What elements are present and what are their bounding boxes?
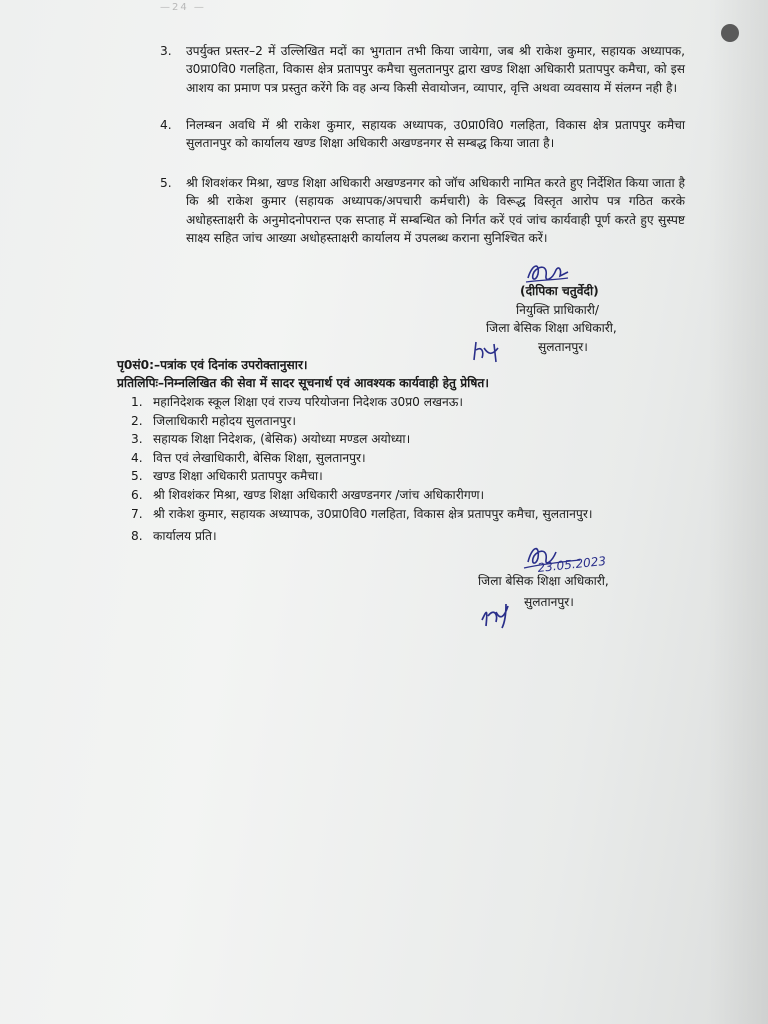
page-edge-shadow <box>708 0 768 1024</box>
paragraph-3 <box>160 42 685 97</box>
signatory-place: सुलतानपुर। <box>538 339 588 354</box>
handwritten-mark-2 <box>476 598 516 632</box>
handwritten-mark <box>468 338 504 366</box>
reference-line: पृ0सं0:–पत्रांक एवं दिनांक उपरोक्तानुसार। <box>117 358 308 372</box>
copy-recipient-list <box>117 393 697 546</box>
signatory-office: जिला बेसिक शिक्षा अधिकारी, <box>486 321 617 335</box>
paragraph-text: निलम्बन अवधि में श्री राकेश कुमार, सहायक अध्यापक, उ0प्रा0वि0 गलहिता, विकास क्षेत्र प्रतापपुर कमैचा सुलतानपुर को कार्यालय खण्ड शिक्षा अधिकारी अखण्डनगर से सम्बद्ध किया जाता है। <box>186 118 685 151</box>
signatory-designation: नियुक्ति प्राधिकारी/ <box>516 302 600 317</box>
paragraph-text: श्री शिवशंकर मिश्रा, खण्ड शिक्षा अधिकारी अखण्डनगर को जॉच अधिकारी नामित करते हुए निर्देशित किया जाता है कि श्री राकेश कुमार (सहायक अध्यापक/अपचारी कर्मचारी) के विरूद्ध विस्तृत आरोप पत्र गठित करके अधोहस्ताक्षरी के अनुमोदनोपरान्त एक सप्ताह में सम्बन्धित को निर्गत करें एवं जांच कार्यवाही पूर्ण करते हुए सुस्पष्ट साक्ष्य सहित जांच आख्या अधोहस्ताक्षरी कार्यालय में उपलब्ध कराना सुनिश्चित करें। <box>186 176 685 246</box>
list-item: 7. श्री राकेश कुमार, सहायक अध्यापक, उ0प्रा0वि0 गलहिता, विकास क्षेत्र प्रतापपुर कमैचा, सुलतानपुर। <box>131 506 593 521</box>
paragraph-text: उपर्युक्त प्रस्तर–2 में उल्लिखित मदों का भुगतान तभी किया जायेगा, जब श्री राकेश कुमार, सहायक अध्यापक, उ0प्रा0वि0 गलहिता, विकास क्षेत्र प्रतापपुर कमैचा सुलतानपुर द्वारा खण्ड शिक्षा अधिकारी प्रतापपुर कमैचा, को इस आशय का प्रमाण पत्र प्रस्तुत करेंगे कि वह अन्य किसी सेवायोजन, व्यापार, वृत्ति अथवा व्यवसाय में संलग्न नही है। <box>186 44 685 95</box>
signatory-block <box>486 282 617 356</box>
list-item: 8. कार्यालय प्रति। <box>131 529 217 544</box>
copy-heading: प्रतिलिपिः–निम्नलिखित की सेवा में सादर सूचनार्थ एवं आवश्यक कार्यवाही हेतु प्रेषित। <box>117 376 489 390</box>
list-item: 1. महानिदेशक स्कूल शिक्षा एवं राज्य परियोजना निदेशक उ0प्र0 लखनऊ। <box>131 395 463 409</box>
list-item: 4. वित्त एवं लेखाधिकारी, बेसिक शिक्षा, सुलतानपुर। <box>131 450 366 465</box>
paragraph-number: 4. <box>160 118 172 132</box>
faint-header-text: —24 — <box>160 2 206 13</box>
paragraph-4 <box>160 116 685 153</box>
punch-hole <box>721 24 739 42</box>
paragraph-5 <box>160 174 685 248</box>
list-item: 6. श्री शिवशंकर मिश्रा, खण्ड शिक्षा अधिकारी अखण्डनगर /जांच अधिकारीगण। <box>131 487 485 502</box>
list-item: 3. सहायक शिक्षा निदेशक, (बेसिक) अयोध्या मण्डल अयोध्या। <box>131 432 411 447</box>
list-item: 5. खण्ड शिक्षा अधिकारी प्रतापपुर कमैचा। <box>131 469 323 484</box>
signatory-office-2: जिला बेसिक शिक्षा अधिकारी, <box>478 574 609 588</box>
signatory-place-2: सुलतानपुर। <box>524 594 574 609</box>
signatory-name: (दीपिका चतुर्वेदी) <box>520 284 599 298</box>
handwritten-date: 23.05.2023 <box>536 553 607 575</box>
paragraph-number: 3. <box>160 44 172 58</box>
list-item: 2. जिलाधिकारी महोदय सुलतानपुर। <box>131 413 297 428</box>
paragraph-number: 5. <box>160 176 172 190</box>
